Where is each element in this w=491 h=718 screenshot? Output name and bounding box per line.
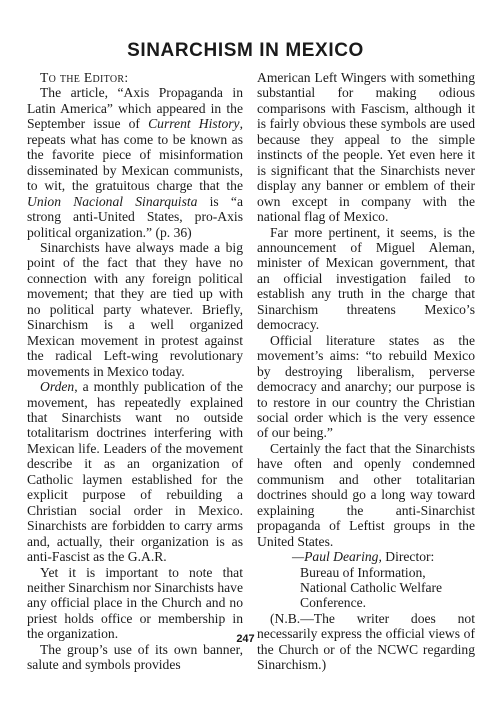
salutation: To the Editor: [40, 70, 129, 85]
publication-title: Orden [40, 379, 75, 395]
paragraph-text: , a monthly publication of the movement, has repeatedly explained that Sinarchists want no outside totalitarism doctrines interfering with Mexican life. Leaders of the movement describe it as an organization of Catholic laymen established for the explicit purpose of rebuilding a Christian social order in Mexico. Sinarchists are forbidden to carry arms and, actually, their organization is as anti-Fascist as the G.A.R. [27, 379, 243, 565]
right-column [257, 70, 475, 673]
paragraph-text: is “a strong anti-United States, pro-Axis political organization.” (p. 36) [27, 193, 243, 240]
publication-title: Current History [148, 116, 240, 132]
paragraph-text: The article, “Axis Propaganda in Latin America” which appeared in the September issue of [27, 85, 243, 132]
signature-line: Bureau of Information, [300, 564, 426, 580]
paragraph: Far more pertinent, it seems, is the announcement of Miguel Aleman, minister of Mexican government, that an official investigation failed to establish any truth in the charge that Sinarchism threatens Mexico’s democracy. [257, 224, 475, 333]
signature-role: Director: [381, 549, 435, 565]
organization-name: Union Nacional Sinarquista [27, 193, 198, 209]
paragraph: The group’s use of its own banner, salute and symbols provides [27, 641, 243, 673]
editor-note: (N.B.—The writer does not necessarily express the official views of the Church or of the NCWC regarding Sinarchism.) [257, 610, 475, 673]
paragraph-text: , repeats what has come to be known as the favorite piece of misinformation disseminated by Mexican communists, to wit, the gratuitous charge that the [27, 116, 243, 194]
left-column [27, 70, 243, 673]
signature [257, 549, 475, 564]
paragraph [27, 379, 243, 564]
page-number: 247 [236, 633, 255, 645]
paragraph: Yet it is important to note that neither Sinarchism nor Sinarchists have any official place in the Church and no priest holds office or membership in the organization. [27, 564, 243, 642]
paragraph: Certainly the fact that the Sinarchists have often and openly condemned communism and other totalitarian doctrines should go a long way toward explaining the anti-Sinarchist propaganda of Leftist groups in the United States. [257, 440, 475, 549]
signature-line: Conference. [300, 595, 367, 611]
signature-name: —Paul Dearing, [292, 549, 382, 565]
paragraph [27, 85, 243, 240]
paragraph: Official literature states as the movement’s aims: “to rebuild Mexico by destroying liberalism, perverse democracy and anarchy; our purpose is to restore in our country the Christian social order which is the very essence of our being.” [257, 332, 475, 441]
paragraph: American Left Wingers with something substantial for making odious comparisons with Fascism, although it is fairly obvious these symbols are used because they appeal to the simple instincts of the people. Yet even here it is significant that the Sinarchists never display any banner or emblem of their own except in company with the national flag of Mexico. [257, 70, 475, 225]
article-title: SINARCHISM IN MEXICO [127, 40, 364, 61]
signature-line: National Catholic Welfare [300, 579, 443, 595]
paragraph: Sinarchists have always made a big point of the fact that they have no connection with any foreign political movement; that they are tied up with no political party whatever. Briefly, Sinarchism is a well organized Mexican movement in protest against the radical Left-wing revolutionary movements in Mexico today. [27, 239, 243, 379]
